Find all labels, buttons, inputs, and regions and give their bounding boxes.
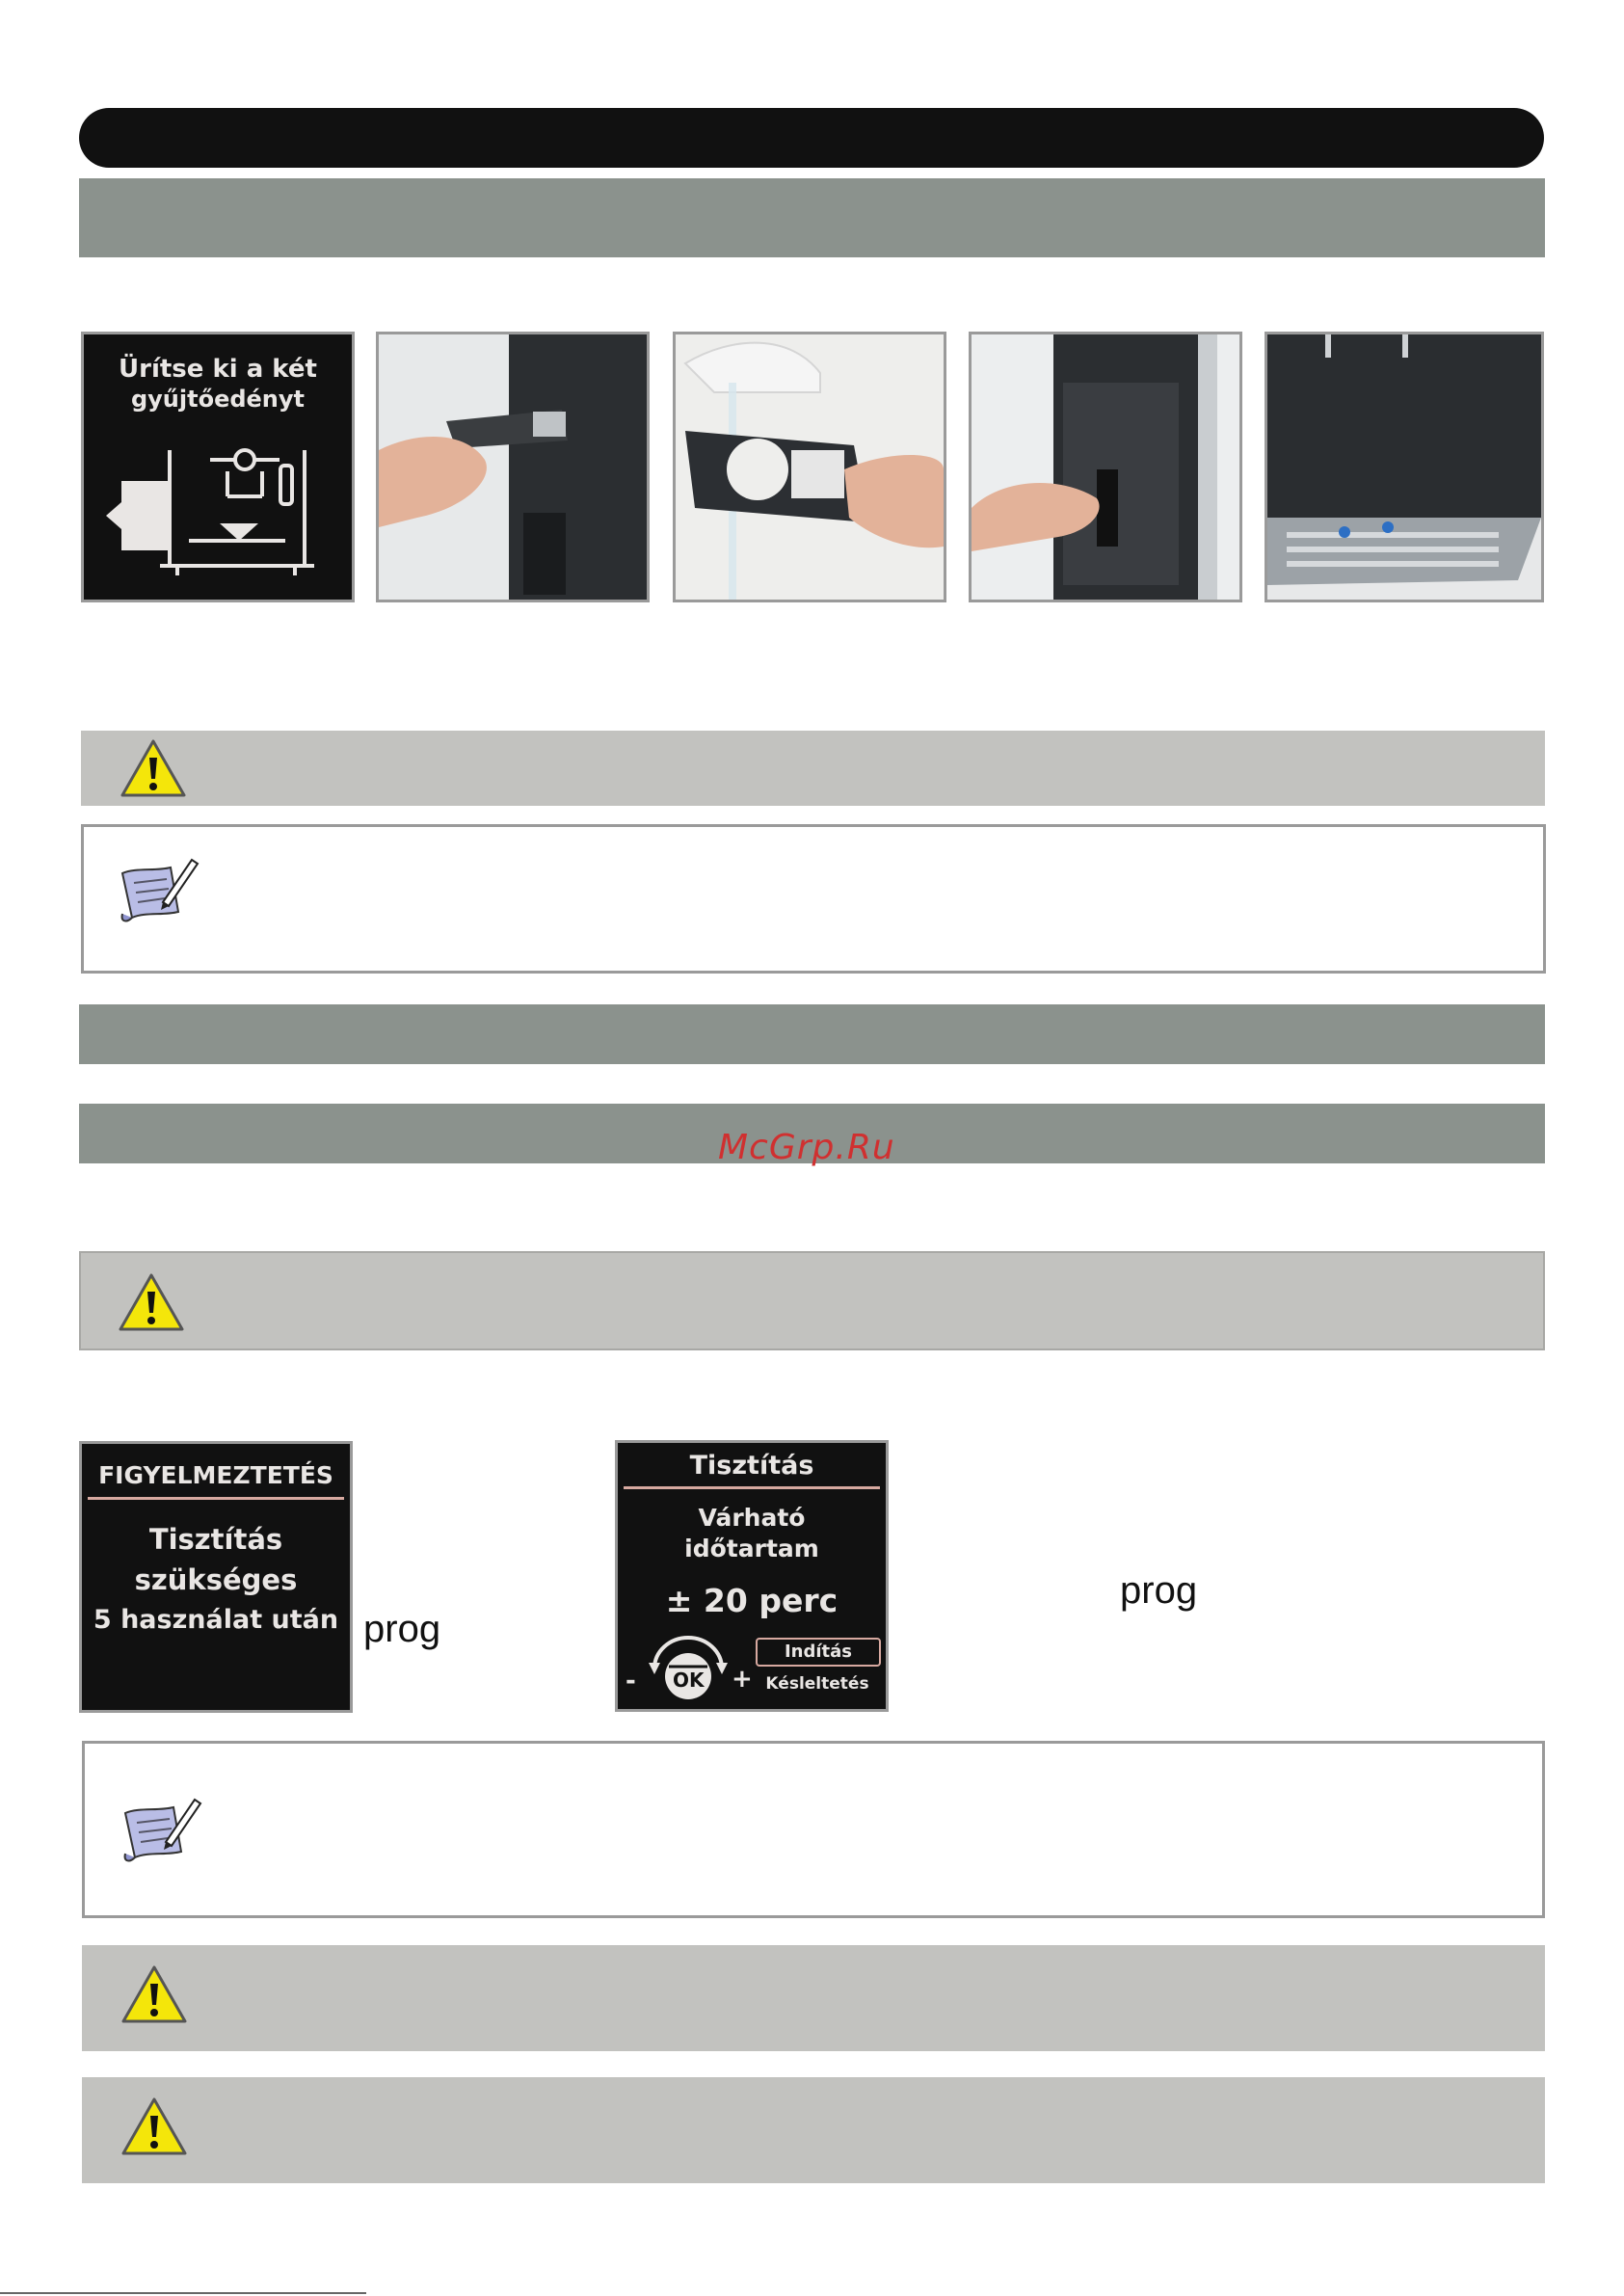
ok-button-label: OK [673,1669,705,1692]
display-warning-cleaning-needed [79,1441,353,1713]
step-screen-line2: gyűjtőedényt [130,386,306,413]
display-warning-line3: 5 használat után [93,1605,339,1635]
display-cleaning-line2: időtartam [684,1535,819,1562]
prog-text-right: prog [1120,1569,1198,1612]
note-pen-icon [117,854,200,933]
machine-outline-icon [102,421,333,585]
minus-label: - [626,1667,636,1695]
delay-option: Késleltetés [765,1674,869,1694]
plus-label: + [732,1665,753,1694]
start-option: Indítás [756,1638,881,1667]
step-photo-insert-container [969,332,1242,602]
prog-text-left: prog [363,1608,441,1650]
warning-bar-4 [82,2077,1545,2183]
ok-dial-control [626,1634,751,1701]
warning-triangle-icon [120,2096,188,2156]
note-pen-icon [120,1794,202,1873]
warning-triangle-icon [120,738,187,798]
note-box-1 [81,824,1546,974]
display-cleaning-line1: Várható [698,1504,806,1532]
watermark-text: McGrp.Ru [718,1128,895,1167]
step-photo-rinse-container [673,332,946,602]
page-header-bar [79,108,1544,168]
warning-bar-1 [81,731,1545,806]
section-bar-2 [79,1004,1545,1064]
note-box-2 [82,1741,1545,1918]
display-warning-line2: szükséges [134,1563,298,1596]
display-cleaning-header: Tisztítás [624,1443,880,1489]
warning-triangle-icon [120,1964,188,2024]
footer-rule [0,2292,366,2294]
warning-bar-3 [82,1945,1545,2051]
section-bar-1 [79,178,1545,257]
step-photo-drip-tray [1265,332,1544,602]
display-cleaning-duration [615,1440,889,1712]
step-screen-empty-containers [81,332,355,602]
display-warning-line1: Tisztítás [148,1523,283,1556]
warning-bar-2 [79,1251,1545,1350]
step-screen-line1: Ürítse ki a két [119,355,317,384]
display-warning-header: FIGYELMEZTETÉS [88,1444,344,1500]
step-photo-remove-container [376,332,650,602]
warning-triangle-icon [118,1272,185,1332]
display-cleaning-duration-value: ± 20 perc [665,1582,839,1619]
